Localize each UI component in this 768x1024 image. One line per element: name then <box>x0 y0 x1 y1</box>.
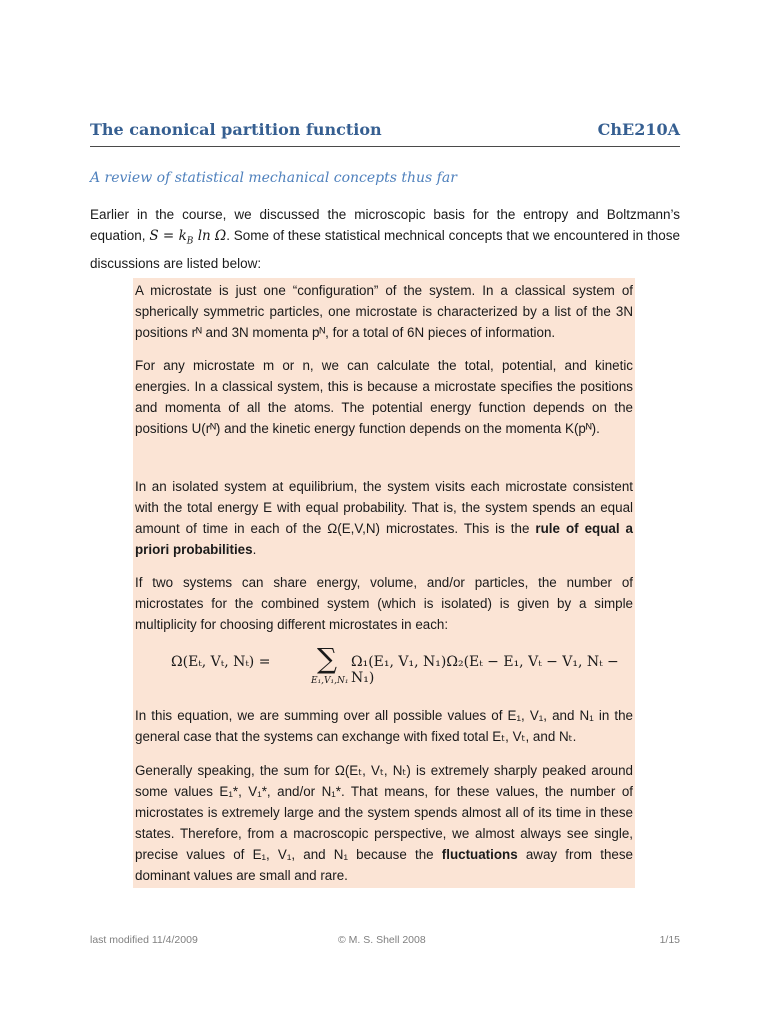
intro-line-3: those discussions are listed below: <box>90 228 680 271</box>
intro-paragraph <box>90 204 680 274</box>
last-modified: last modified 11/4/2009 <box>90 934 198 946</box>
intro-line-1: Earlier in the course, we discussed the microscopic basis for the entropy and Boltzmann’s <box>90 207 680 222</box>
paragraph-equal-probabilities: In an isolated system at equilibrium, the system visits each microstate consistent with the total energy E with equal probability. That is, the system spends an equal amount of time in each of the Ω(E,V,N) microstates. This is the rule of equal a priori probabilities. <box>135 479 633 557</box>
page-number: 1/15 <box>659 934 680 946</box>
boltzmann-equation: $S = k_B$ ln Ω <box>149 228 227 247</box>
bold-term-fluctuations: fluctuations <box>441 847 518 862</box>
bold-term-rule: rule of equal a priori probabilities <box>135 521 633 557</box>
paragraph-energies: For any microstate m or n, we can calculate the total, potential, and kinetic energies. In a classical system, this is because a microstate specifies the positions and momenta of all the atoms. The potential energy function depends on the positions U(rᴺ) and the kinetic energy function depends on the momenta K(pᴺ). <box>135 358 633 436</box>
equation-rhs: Ω₁(E₁, V₁, N₁)Ω₂(Eₜ − E₁, Vₜ − V₁, Nₜ − N₁) <box>351 654 619 686</box>
document-title: The canonical partition function <box>90 120 382 139</box>
paragraph-combined-systems: If two systems can share energy, volume, and/or particles, the number of microstates for the combined system (which is isolated) is given by a simple multiplicity for choosing different microstates in each: <box>135 575 633 632</box>
section-heading: A review of statistical mechanical concepts thus far <box>90 170 457 186</box>
course-code: ChE210A <box>597 120 680 139</box>
paragraph-fluctuations: Generally speaking, the sum for Ω(Eₜ, Vₜ, Nₜ) is extremely sharply peaked around some values E₁*, V₁*, and/or N₁*. That means, for these values, the number of microstates is extremely large and the system spends almost all of its time in these states. Therefore, from a macroscopic perspective, we almost always see single, precise values of E₁, V₁, and N₁ because the fluctuations away from these dominant values are small and rare. <box>135 763 633 883</box>
page-header <box>90 118 680 147</box>
page-footer <box>90 934 680 950</box>
copyright: © M. S. Shell 2008 <box>338 934 426 946</box>
intro-line-2b: . Some of these statistical mechnical concepts that we encountered in <box>226 228 644 243</box>
summation-symbol: ∑ <box>317 642 337 675</box>
paragraph-summing: In this equation, we are summing over all possible values of E₁, V₁, and N₁ in the general case that the systems can exchange with fixed total Eₜ, Vₜ, and Nₜ. <box>135 708 633 744</box>
summation-index: E₁,V₁,N₁ <box>311 676 349 686</box>
intro-line-2a: equation, <box>90 228 150 243</box>
paragraph-microstate: A microstate is just one “configuration” of the system. In a classical system of spherically symmetric particles, one microstate is characterized by a list of the 3N positions rᴺ and 3N momenta pᴺ, for a total of 6N pieces of information. <box>135 283 633 340</box>
multiplicity-equation <box>171 642 631 686</box>
concepts-box <box>133 278 635 888</box>
equation-lhs: Ω(Eₜ, Vₜ, Nₜ) = <box>171 654 271 670</box>
